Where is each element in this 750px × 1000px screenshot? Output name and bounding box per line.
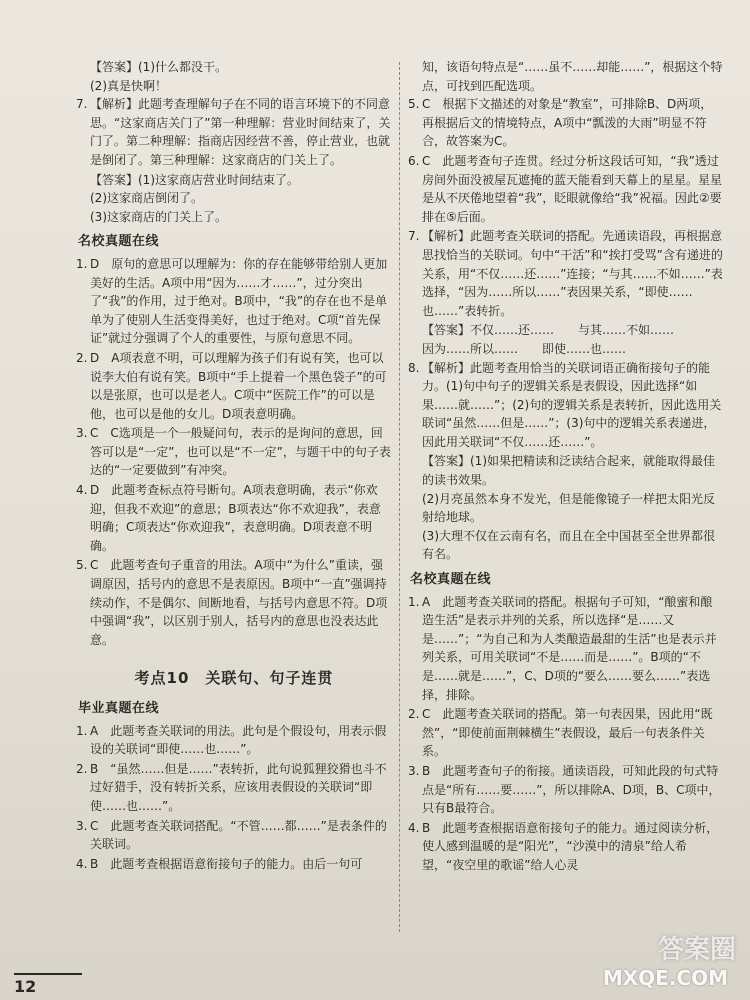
question-item — [408, 152, 724, 226]
watermark-url: MXQE.COM — [602, 966, 728, 990]
question-item — [76, 255, 392, 348]
lead-line: (2)真是快啊！ — [90, 78, 167, 93]
answer-line: (2)月亮虽然本身不发光，但是能像镜子一样把太阳光反射给地球。 — [422, 491, 716, 525]
question-item — [76, 760, 392, 816]
question-item — [408, 227, 724, 320]
question-item — [408, 359, 724, 452]
question-item — [408, 819, 724, 875]
question-number: 3. — [76, 818, 88, 833]
question-number: 1. — [76, 723, 88, 738]
question-text: A 此题考查关联词的搭配。根据句子可知，“酿蜜和酿造生活”是表示并列的关系，所以选择“是……又是……”；“为自己和为人类酿造最甜的生活”也是表示并列关系，可用关联词“不是……而是……”。B项的“不是……就是……”，C、D项的“要么……要么……”表选择，排除。 — [422, 594, 717, 702]
question-number: 4. — [408, 820, 420, 835]
question-text: D 原句的意思可以理解为：你的存在能够带给别人更加美好的生活。A项中用“因为……才……”，过分突出了“我”的作用，过于绝对。B项中，“我”的存在也不是单单为了使别人生活变得美好，也过于绝对。C项“首先保证”就过分强调了个人的重要性，与原句意思不同。 — [90, 256, 388, 346]
topic-heading: 考点10 关联句、句子连贯 — [134, 669, 334, 688]
question-number: 5. — [76, 558, 88, 573]
question-text: B 此题考查句子的衔接。通读语段，可知此段的句式特点是“所有……要……”，所以排除A、D项，B、C项中，只有B最符合。 — [422, 763, 721, 816]
question-item — [76, 855, 392, 874]
question-text: 【解析】此题考查关联词的搭配。先通读语段，再根据意思找恰当的关联词。句中“干活”和“挨打受骂”含有递进的关系，用“不仅……还……”连接；“与其……不如……”表选择，“因为……所以……”表因果关系，“即使……也……”表转折。 — [422, 229, 723, 318]
question-number: 7. — [408, 229, 420, 244]
question-text: 【解析】此题考查用恰当的关联词语正确衔接句子的能力。(1)句中句子的逻辑关系是表假设，因此选择“如果……就……”；(2)句的逻辑关系是表转折，因此选用关联词“虽然……但是……”；(3)句中的逻辑关系表递进，因此用关联词“不仅……还……”。 — [422, 360, 722, 449]
page-number: 12 — [14, 973, 82, 996]
question-number: 1. — [408, 594, 420, 609]
question-item — [408, 705, 724, 761]
question-text: C 此题考查关联词的搭配。第一句表因果，因此用“既然”，“即使前面荆棘横生”表假设，最后一句表条件关系。 — [422, 707, 713, 759]
question-number: 4. — [76, 483, 88, 498]
question-number: 2. — [76, 350, 88, 365]
question-item — [76, 349, 392, 423]
question-number: 5. — [408, 97, 420, 112]
watermark-logo-text: 答案圈 — [657, 935, 736, 965]
answer-line: 【答案】(1)这家商店营业时间结束了。 — [90, 172, 299, 187]
section-title: 名校真题在线 — [78, 234, 160, 250]
question-text: B 此题考查根据语意衔接句子的能力。由后一句可 — [90, 856, 363, 871]
question-number: 3. — [408, 763, 420, 778]
question-text: C 此题考查关联词搭配。“不管……都……”是表条件的关联词。 — [90, 818, 387, 852]
question-number: 2. — [76, 761, 88, 776]
question-number: 6. — [408, 153, 420, 168]
lead-line: 知，该语句特点是“……虽不……却能……”，根据这个特点，可找到匹配选项。 — [422, 60, 723, 93]
answer-line: (3)大理不仅在云南有名，而且在全中国甚至全世界都很有名。 — [422, 528, 716, 562]
question-number: 2. — [408, 707, 420, 722]
column-divider — [399, 62, 400, 932]
section-title: 名校真题在线 — [410, 572, 492, 588]
answer-line: (2)这家商店倒闭了。 — [90, 191, 203, 206]
question-item — [408, 593, 724, 705]
question-item — [76, 481, 392, 555]
question-text: 【解析】此题考查理解句子在不同的语言环境下的不同意思。“这家商店关门了”第一种理解：营业时间结束了，关门了。第二种理解：指商店因经营不善，停止营业，也就是倒闭了。第三种理解：这家商店的门关上了。 — [90, 97, 391, 167]
question-text: D 此题考查标点符号断句。A项表意明确，表示“你欢迎，但我不欢迎”的意思；B项表达“你不欢迎我”，表意明确；C项表达“你欢迎我”，表意明确。D项表意不明确。 — [90, 483, 381, 553]
right-column — [408, 58, 724, 876]
question-text: C C选项是一个一般疑问句，表示的是询问的意思，回答可以是“一定”，也可以是“不一定”，与题干中的句子表达的“一定要做到”有冲突。 — [90, 426, 391, 478]
question-item — [76, 424, 392, 480]
answer-line: 因为……所以…… 即使……也…… — [422, 341, 627, 356]
question-text: C 根据下文描述的对象是“教室”，可排除B、D两项，再根据后文的情境特点，A项中“瓢泼的大雨”明显不符合，故答案为C。 — [422, 97, 713, 149]
question-item — [76, 722, 392, 759]
answer-line: 【答案】不仅……还…… 与其……不如…… — [422, 323, 675, 338]
question-item — [408, 95, 724, 151]
question-text: D A项表意不明，可以理解为孩子们有说有笑，也可以说李大伯有说有笑。B项中“手上提着一个黑色袋子”的可以是张原，也可以是老人。C项中“医院工作”的可以是他，也可以是他的女儿。D项表意明确。 — [90, 350, 387, 421]
question-number: 4. — [76, 856, 88, 871]
question-item — [408, 762, 724, 818]
question-item — [76, 556, 392, 649]
answer-line: (3)这家商店的门关上了。 — [90, 209, 227, 224]
question-number: 8. — [408, 360, 420, 375]
question-text: B 此题考查根据语意衔接句子的能力。通过阅读分析，使人感到温暖的是“阳光”，“沙漠中的清泉”给人希望，“夜空里的歌谣”给人心灵 — [422, 820, 719, 872]
question-text: B “虽然……但是……”表转折，此句说狐狸狡猾也斗不过好猎手，没有转折关系，应该用表假设的关联词“即使……也……”。 — [90, 761, 387, 813]
question-text: C 此题考查句子重音的用法。A项中“为什么”重读，强调原因，括号内的意思不是表原因。B项中“一直”强调持续动作，不是偶尔、间断地看，与括号内意思不符。D项中强调“我”，以区别于别人，括号内的意思也没表达此意。 — [90, 558, 388, 647]
question-number: 7. — [76, 97, 88, 112]
answer-line: 【答案】(1)如果把精读和泛读结合起来，就能取得最佳的读书效果。 — [422, 454, 716, 488]
left-column — [76, 58, 392, 874]
question-text: C 此题考查句子连贯。经过分析这段话可知，“我”透过房间外面没被屋瓦遮掩的蓝天能看到天幕上的星星。星星是从不厌倦地望着“我”，眨眼就像给“我”祝福。因此②要排在⑤后面。 — [422, 153, 723, 224]
question-number: 1. — [76, 256, 88, 271]
section-title: 毕业真题在线 — [78, 701, 160, 716]
question-number: 3. — [76, 426, 88, 441]
question-item — [76, 95, 392, 169]
lead-line: 【答案】(1)什么都没干。 — [90, 60, 227, 74]
question-item — [76, 817, 392, 854]
question-text: A 此题考查关联词的用法。此句是个假设句，用表示假设的关联词“即使……也……”。 — [90, 723, 387, 757]
